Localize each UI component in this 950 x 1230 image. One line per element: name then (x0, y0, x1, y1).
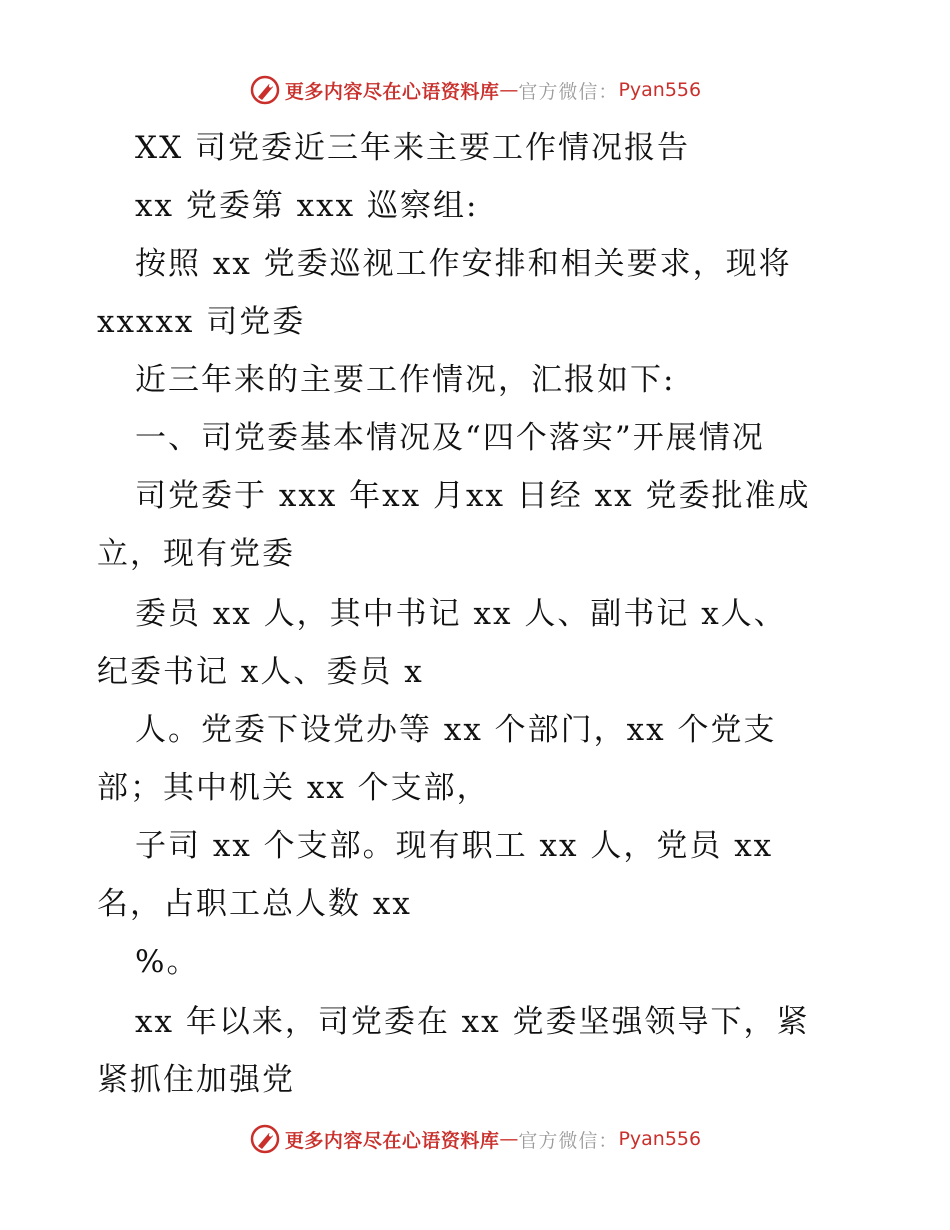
paragraph-line: 纪委书记 x人、委员 x (97, 654, 424, 690)
watermark-wechat-id: Pyan556 (618, 1128, 702, 1150)
paragraph-line: xx 年以来，司党委在 xx 党委坚强领导下，紧 (135, 1004, 810, 1040)
watermark-footer (0, 1122, 950, 1156)
paragraph-line: 按照 xx 党委巡视工作安排和相关要求，现将 (135, 246, 792, 282)
paragraph-line: xxxxx 司党委 (97, 304, 306, 340)
paragraph-line: 紧抓住加强党 (97, 1062, 295, 1098)
paragraph-line: 子司 xx 个支部。现有职工 xx 人，党员 xx (135, 828, 774, 864)
paragraph-line: 司党委于 xxx 年xx 月xx 日经 xx 党委批准成 (135, 478, 811, 514)
section-heading: 一、司党委基本情况及“四个落实”开展情况 (135, 420, 765, 456)
paragraph-line: 部；其中机关 xx 个支部， (97, 770, 490, 806)
paragraph-line: 名，占职工总人数 xx (97, 886, 412, 922)
pen-nib-circle-icon (249, 1123, 281, 1155)
watermark-official-label: 官方微信： (518, 80, 619, 103)
document-title: XX 司党委近三年来主要工作情况报告 (135, 130, 690, 166)
watermark-dash: — (499, 79, 519, 101)
paragraph-line: 人。党委下设党办等 xx 个部门，xx 个党支 (135, 712, 777, 748)
paragraph-line: %。 (135, 944, 200, 980)
paragraph-line: 近三年来的主要工作情况，汇报如下: (135, 362, 676, 398)
watermark-main-text: 更多内容尽在心语资料库 (284, 1129, 500, 1152)
watermark-dash: — (499, 1128, 519, 1150)
addressee-line: xx 党委第 xxx 巡察组: (135, 188, 479, 224)
watermark-main-text: 更多内容尽在心语资料库 (284, 80, 500, 103)
paragraph-line: 委员 xx 人，其中书记 xx 人、副书记 x人、 (135, 596, 787, 632)
watermark-wechat-id: Pyan556 (618, 79, 702, 101)
paragraph-line: 立，现有党委 (97, 536, 295, 572)
watermark-official-label: 官方微信： (518, 1129, 619, 1152)
